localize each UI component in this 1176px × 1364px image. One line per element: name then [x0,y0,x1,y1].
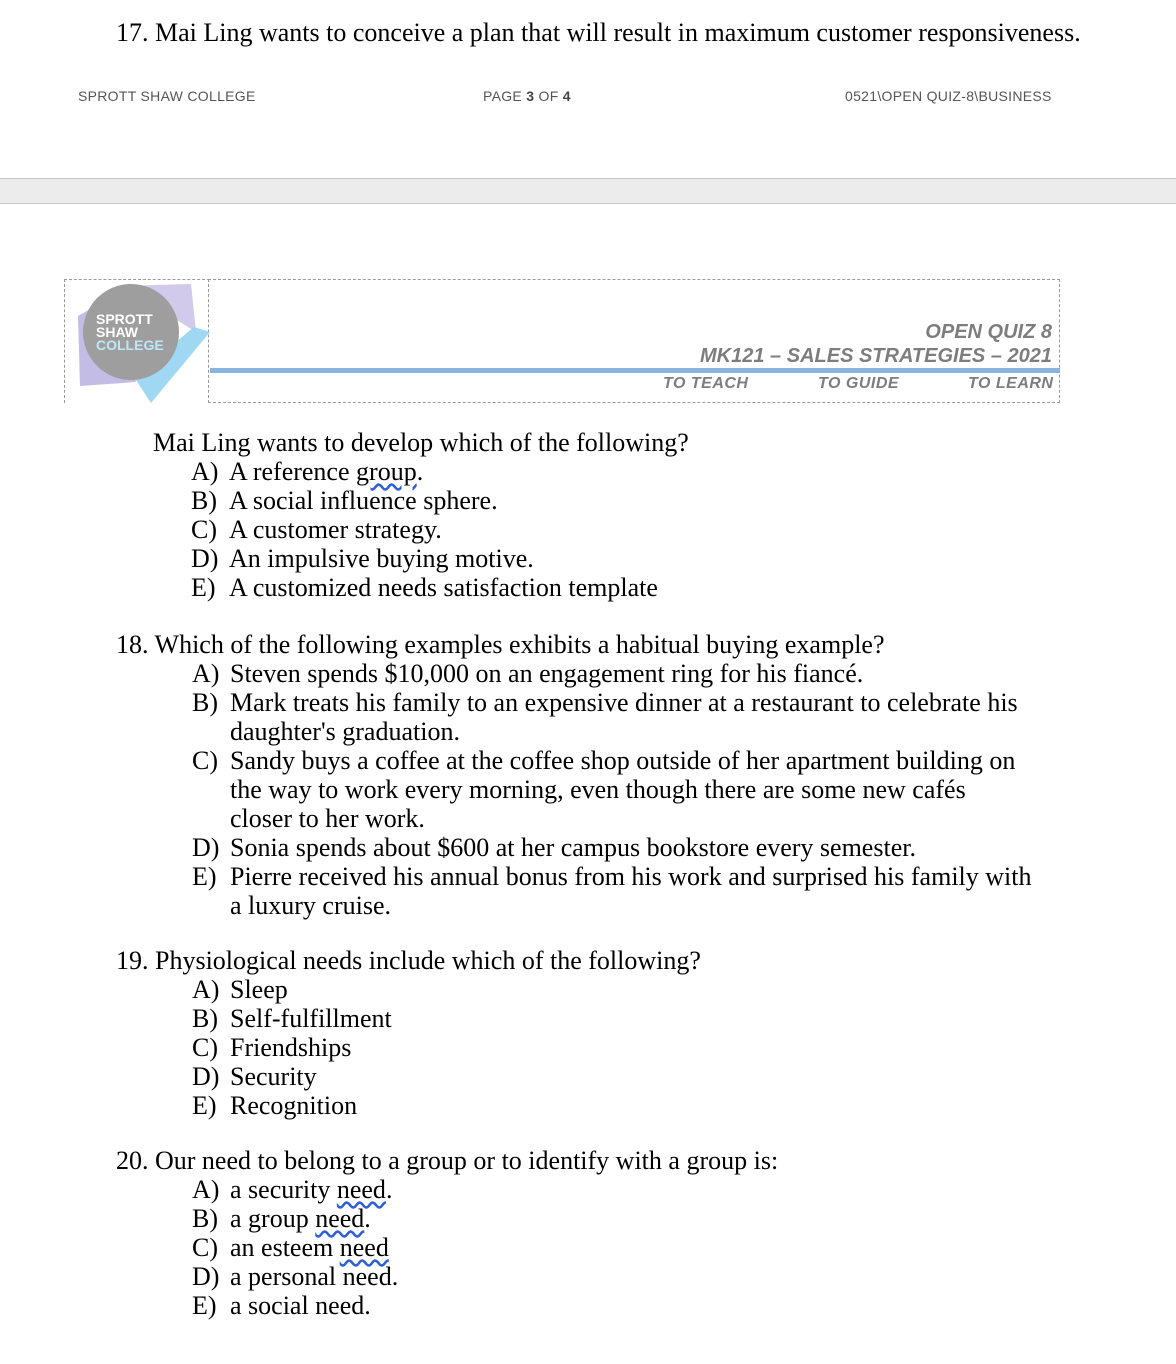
option-d: D) An impulsive buying motive. [191,544,534,573]
option-list [192,1175,1016,1320]
option-list [192,975,1016,1120]
question-17-stem: 17. Mai Ling wants to conceive a plan that will result in maximum customer responsiveness. [116,18,1081,47]
option-b: B) A social influence sphere. [191,486,498,515]
option-c: C) an esteem need [192,1233,389,1262]
option-list [192,659,1032,920]
question-stem: 18. Which of the following examples exhibits a habitual buying example? [116,630,885,659]
question-18 [116,630,1056,920]
option-e: E) Recognition [192,1091,358,1120]
option-e: E) Pierre received his annual bonus from his work and surprised his family with a luxury cruise. [192,862,1032,920]
question-stem: 19. Physiological needs include which of the following? [116,946,701,975]
option-c: C) A customer strategy. [191,515,442,544]
option-a: A) Sleep [192,975,288,1004]
option-b: B) Mark treats his family to an expensive dinner at a restaurant to celebrate his daughter's graduation. [192,688,1018,746]
question-17-continued [153,428,1053,602]
option-list [191,457,1053,602]
course-title: MK121 – SALES STRATEGIES – 2021 [700,345,1052,367]
option-c: C) Friendships [192,1033,352,1062]
question-20 [116,1146,1016,1320]
option-e: E) A customized needs satisfaction template [191,573,658,602]
page-separator [0,178,1176,204]
option-a: A) Steven spends $10,000 on an engagement ring for his fiancé. [192,659,864,688]
option-d: D) Sonia spends about $600 at her campus bookstore every semester. [192,833,916,862]
question-stem: Mai Ling wants to develop which of the following? [153,428,689,457]
footer-page-number: PAGE 3 OF 4 [483,88,571,104]
question-stem: 20. Our need to belong to a group or to identify with a group is: [116,1146,779,1175]
option-a: A) a security need. [192,1175,393,1204]
option-a: A) A reference group. [191,457,424,486]
question-19 [116,946,1016,1120]
quiz-title: OPEN QUIZ 8 [925,321,1052,343]
option-b: B) Self-fulfillment [192,1004,392,1033]
motto-teach: TO TEACH [663,375,749,392]
option-d: D) Security [192,1062,317,1091]
logo-wordmark: SPROTT SHAW COLLEGE [96,311,164,353]
college-logo [76,282,212,406]
footer-course-code: 0521\OPEN QUIZ-8\BUSINESS [845,88,1052,104]
option-b: B) a group need. [192,1204,371,1233]
option-d: D) a personal need. [192,1262,399,1291]
motto-learn: TO LEARN [968,375,1054,392]
header-accent-bar [210,368,1060,373]
motto-guide: TO GUIDE [818,375,900,392]
footer-college: SPROTT SHAW COLLEGE [78,88,256,104]
option-e: E) a social need. [192,1291,371,1320]
option-c: C) Sandy buys a coffee at the coffee shop outside of her apartment building on the way to work every morning, even though there are some new cafés closer to her work. [192,746,1016,833]
